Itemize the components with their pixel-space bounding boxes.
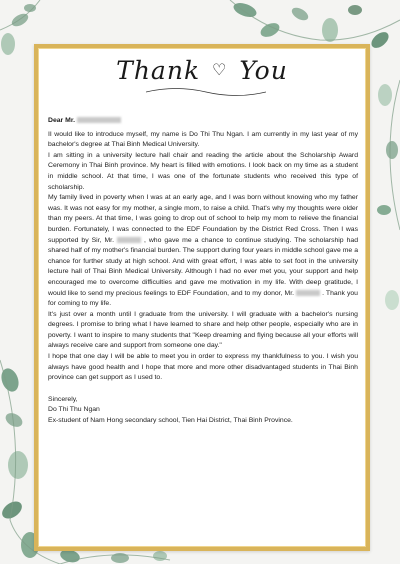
redacted-name [296, 290, 320, 296]
paragraph-family: My family lived in poverty when I was at an early age, and I was born without knowing who my father was. It was not easy for my mother, a single mom, to raise a child. That's why my thoughts were older than my peers. At that time, I was going to drop out of school to help my mom to relieve the financial burden. Fortunately, I was connected to the EDF Foundation by the District Red Cross. Then I was supported by Sir, Mr. , who gave me a chance to continue studying. The scholarship had shared half of my mother's financial burden. The support during four years in middle school gave me a chance for further study at high school. And with great effort, I was able to set foot in the university lecture hall of Thai Binh Medical University. Although I had no ever met you, your support and help encouraged me to overcome difficulties and gave me motivation in my life. With deep gratitude, I would like to send my precious feelings to EDF Foundation, and to my donor, Mr. . Thank you for coming to my life. [48, 194, 359, 308]
thank-you-card [34, 44, 370, 551]
title-right: You [239, 56, 288, 85]
card-title [38, 56, 366, 85]
title-left: Thank [116, 56, 201, 85]
signature-name: Do Thi Thu Ngan [48, 406, 100, 414]
heart-icon: ♡ [212, 60, 228, 79]
redacted-name [117, 237, 141, 243]
paragraph-graduation: It's just over a month until I graduate from the university. I will graduate with a bachelor's nursing degrees. I promise to bring what I have learned to share and help other people, especially who are in poverty. I want to inspire to many students that "Keep dreaming and flying because all your efforts will always receive care and support from someone one day." [48, 310, 358, 350]
paragraph-ceremony: I am sitting in a university lecture hall chair and reading the article about the Scholarship Award Ceremony in Thai Binh province. My heart is filled with emotions. I look back on my time as a student in middle school. At that time, I was one of the fortunate students who received this type of scholarship. [48, 151, 358, 191]
salutation: Dear Mr. [48, 116, 358, 127]
signature-detail: Ex-student of Nam Hong secondary school, Tien Hai District, Thai Binh Province. [48, 417, 293, 425]
flourish-divider [146, 87, 266, 97]
letter-body [48, 116, 358, 427]
paragraph-hope: I hope that one day I will be able to meet you in order to express my thankfulness to you. I wish you always have good health and I hope that more and more other disadvantaged students in Thai Binh province can get support as I used to. [48, 353, 358, 382]
redacted-name [77, 117, 121, 123]
paragraph-intro: II would like to introduce myself, my name is Do Thi Thu Ngan. I am currently in my last year of my bachelor's degree at Thai Binh Medical University. [48, 130, 358, 149]
closing: Sincerely, [48, 395, 78, 403]
